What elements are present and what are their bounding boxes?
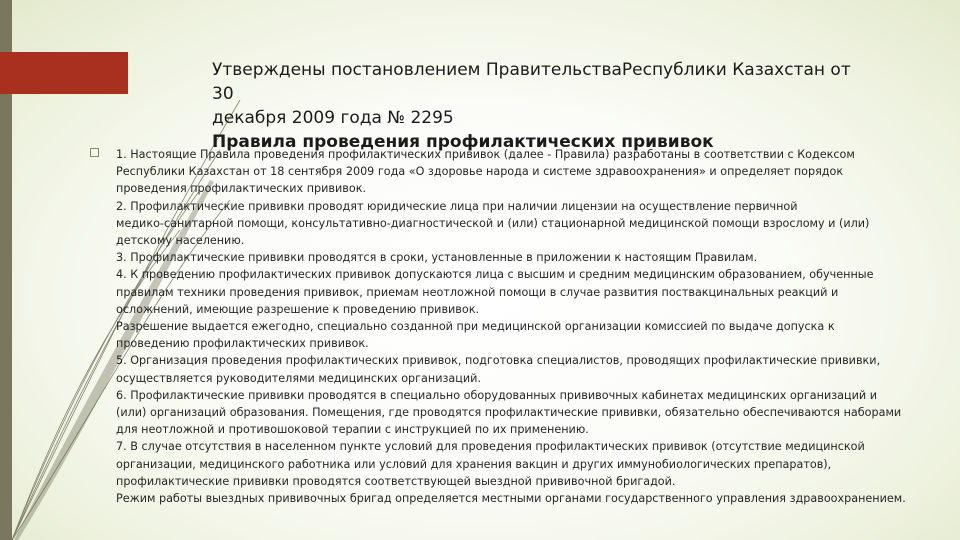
- body-line: 2. Профилактические прививки проводят юридические лица при наличии лицензии на осуществление первичной: [116, 199, 798, 213]
- body-line: правилам техники проведения прививок, приемам неотложной помощи в случае развития поствакцинальных реакций и: [116, 285, 839, 299]
- body-line: осуществляется руководителями медицинских организаций.: [116, 371, 481, 385]
- body-line: 4. К проведению профилактических прививок допускаются лица с высшим и средним медицинским образованием, обученные: [116, 268, 874, 282]
- body-line: Республики Казахстан от 18 сентября 2009 года «О здоровье народа и системе здравоохранения» и определяет порядок: [116, 165, 844, 179]
- body-line: 1. Настоящие Правила проведения профилактических прививок (далее - Правила) разработаны в соответствии с Кодексом: [116, 148, 855, 161]
- red-accent-tab: [0, 52, 128, 94]
- body-line: проведению профилактических прививок.: [116, 337, 369, 351]
- body-line: медико-санитарной помощи, консультативно-диагностической и (или) стационарной медицинской помощи взрослому и (или): [116, 216, 870, 230]
- body-line: 7. В случае отсутствия в населенном пункте условий для проведения профилактических прививок (отсутствие медицинской: [116, 440, 865, 454]
- slide-title: [212, 58, 852, 154]
- body-line: (или) организаций образования. Помещения, где проводятся профилактические прививки, обязательно обеспечиваются наборами: [116, 406, 902, 420]
- body-line: профилактические прививки проводятся соответствующей выездной прививочной бригадой.: [116, 474, 676, 488]
- body-content: [90, 146, 920, 507]
- body-line: проведения профилактических прививок.: [116, 182, 367, 196]
- body-line: Разрешение выдается ежегодно, специально созданной при медицинской организации комиссией по выдаче допуска к: [116, 320, 835, 334]
- body-line: организации, медицинского работника или условий для хранения вакцин и других иммунобиологических препаратов),: [116, 457, 832, 471]
- body-line: осложнений, имеющие разрешение к проведению прививок.: [116, 302, 480, 316]
- body-line: детскому населению.: [116, 234, 245, 248]
- body-line: 5. Организация проведения профилактических прививок, подготовка специалистов, проводящих профилактические прививки,: [116, 354, 881, 368]
- square-bullet-icon: [90, 148, 99, 157]
- body-line: 6. Профилактические прививки проводятся в специально оборудованных прививочных кабинетах медицинских организаций и: [116, 388, 878, 402]
- body-text: [116, 146, 920, 507]
- body-line: Режим работы выездных прививочных бригад определяется местными органами государственного управления здравоохранением.: [116, 492, 906, 506]
- body-line: для неотложной и противошоковой терапии с инструкцией по их применению.: [116, 423, 589, 437]
- body-line: 3. Профилактические прививки проводятся в сроки, установленные в приложении к настоящим Правилам.: [116, 251, 758, 265]
- title-line-3: Правила проведения профилактических прививок: [212, 132, 714, 152]
- title-line-2: декабря 2009 года № 2295: [212, 108, 454, 128]
- title-line-1: Утверждены постановлением ПравительстваРеспублики Казахстан от 30: [212, 60, 851, 104]
